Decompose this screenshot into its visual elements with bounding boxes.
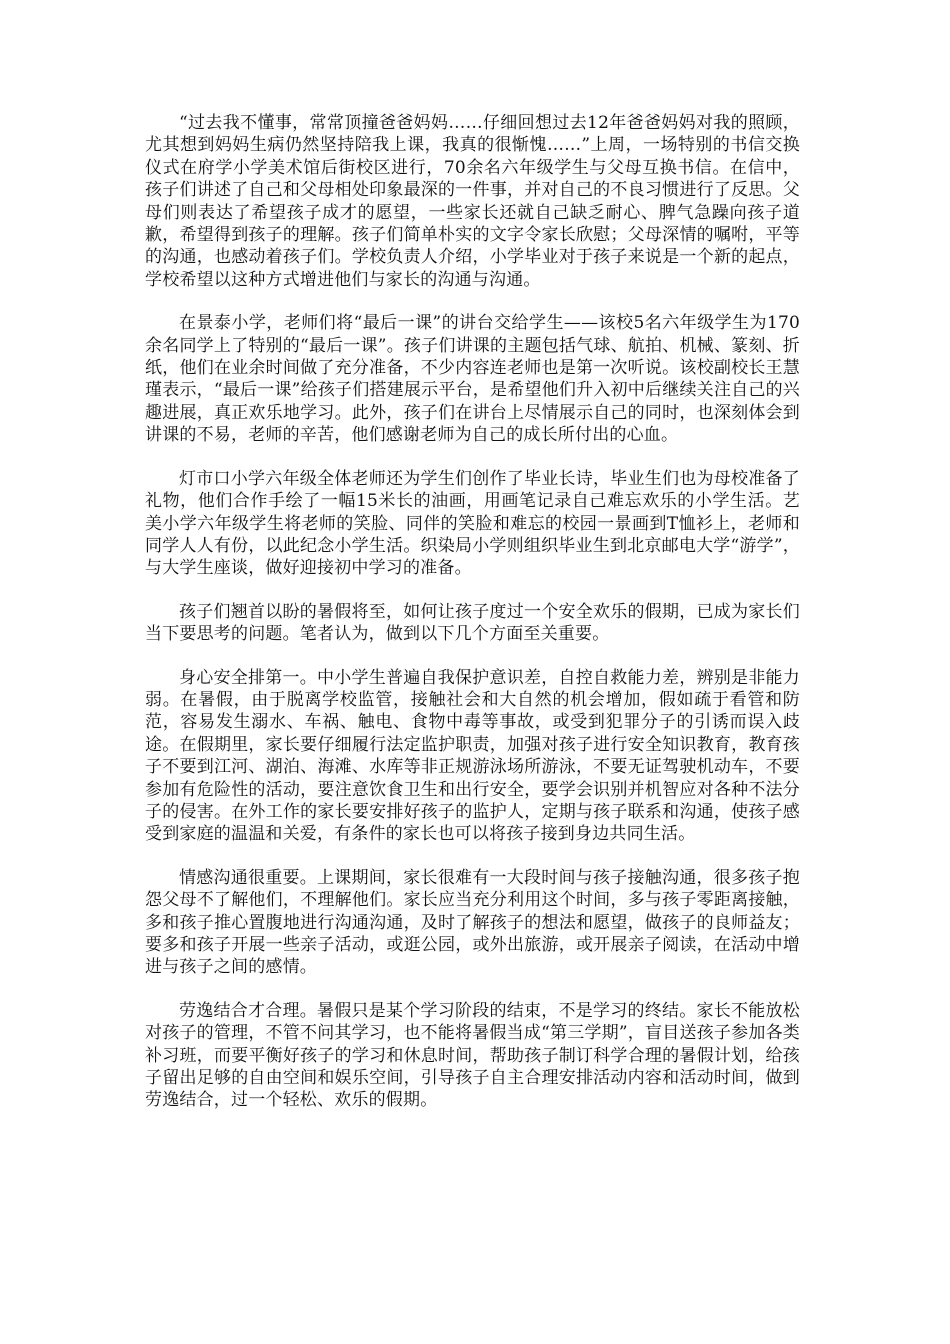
paragraph-graduation-gifts: 灯市口小学六年级全体老师还为学生们创作了毕业长诗，毕业生们也为母校准备了礼物，他们合作手绘了一幅15米长的油画，用画笔记录自己难忘欢乐的小学生活。艺美小学六年级学生将老师的笑脸、同伴的笑脸和难忘的校园一景画到T恤衫上，老师和同学人人有份，以此纪念小学生活。织染局小学则组织毕业生到北京邮电大学“游学”，与大学生座谈，做好迎接初中学习的准备。 [145,468,800,579]
paragraph-summer-intro: 孩子们翘首以盼的暑假将至，如何让孩子度过一个安全欢乐的假期，已成为家长们当下要思考的问题。笔者认为，做到以下几个方面至关重要。 [145,601,800,645]
paragraph-last-lesson: 在景泰小学，老师们将“最后一课”的讲台交给学生——该校5名六年级学生为170余名同学上了特别的“最后一课”。孩子们讲课的主题包括气球、航拍、机械、篆刻、折纸，他们在业余时间做了充分准备，不少内容连老师也是第一次听说。该校副校长王慧瑾表示，“最后一课”给孩子们搭建展示平台，是希望他们升入初中后继续关注自己的兴趣进展，真正欢乐地学习。此外，孩子们在讲台上尽情展示自己的同时，也深刻体会到讲课的不易，老师的辛苦，他们感谢老师为自己的成长所付出的心血。 [145,313,800,446]
paragraph-safety-first: 身心安全排第一。中小学生普遍自我保护意识差，自控自救能力差，辨别是非能力弱。在暑假，由于脱离学校监管，接触社会和大自然的机会增加，假如疏于看管和防范，容易发生溺水、车祸、触电、食物中毒等事故，或受到犯罪分子的引诱而误入歧途。在假期里，家长要仔细履行法定监护职责，加强对孩子进行安全知识教育，教育孩子不要到江河、湖泊、海滩、水库等非正规游泳场所游泳，不要无证驾驶机动车，不要参加有危险性的活动，要注意饮食卫生和出行安全，要学会识别并机智应对各种不法分子的侵害。在外工作的家长要安排好孩子的监护人，定期与孩子联系和沟通，使孩子感受到家庭的温温和关爱，有条件的家长也可以将孩子接到身边共同生活。 [145,667,800,845]
document-body [145,112,800,1133]
paragraph-letter-exchange: “过去我不懂事，常常顶撞爸爸妈妈……仔细回想过去12年爸爸妈妈对我的照顾，尤其想到妈妈生病仍然坚持陪我上课，我真的很惭愧……”上周，一场特别的书信交换仪式在府学小学美术馆后街校区进行，70余名六年级学生与父母互换书信。在信中，孩子们讲述了自己和父母相处印象最深的一件事，并对自己的不良习惯进行了反思。父母们则表达了希望孩子成才的愿望，一些家长还就自己缺乏耐心、脾气急躁向孩子道歉，希望得到孩子的理解。孩子们简单朴实的文字令家长欣慰；父母深情的嘱咐，平等的沟通，也感动着孩子们。学校负责人介绍，小学毕业对于孩子来说是一个新的起点，学校希望以这种方式增进他们与家长的沟通与沟通。 [145,113,800,290]
paragraph-work-rest-balance: 劳逸结合才合理。暑假只是某个学习阶段的结束，不是学习的终结。家长不能放松对孩子的管理，不管不问其学习，也不能将暑假当成“第三学期”，盲目送孩子参加各类补习班，而要平衡好孩子的学习和休息时间，帮助孩子制订科学合理的暑假计划，给孩子留出足够的自由空间和娱乐空间，引导孩子自主合理安排活动内容和活动时间，做到劳逸结合，过一个轻松、欢乐的假期。 [145,1000,800,1111]
paragraph-emotional-communication: 情感沟通很重要。上课期间，家长很难有一大段时间与孩子接触沟通，很多孩子抱怨父母不了解他们，不理解他们。家长应当充分利用这个时间，多与孩子零距离接触，多和孩子推心置腹地进行沟通沟通，及时了解孩子的想法和愿望，做孩子的良师益友；要多和孩子开展一些亲子活动，或逛公园，或外出旅游，或开展亲子阅读，在活动中增进与孩子之间的感情。 [145,867,800,978]
